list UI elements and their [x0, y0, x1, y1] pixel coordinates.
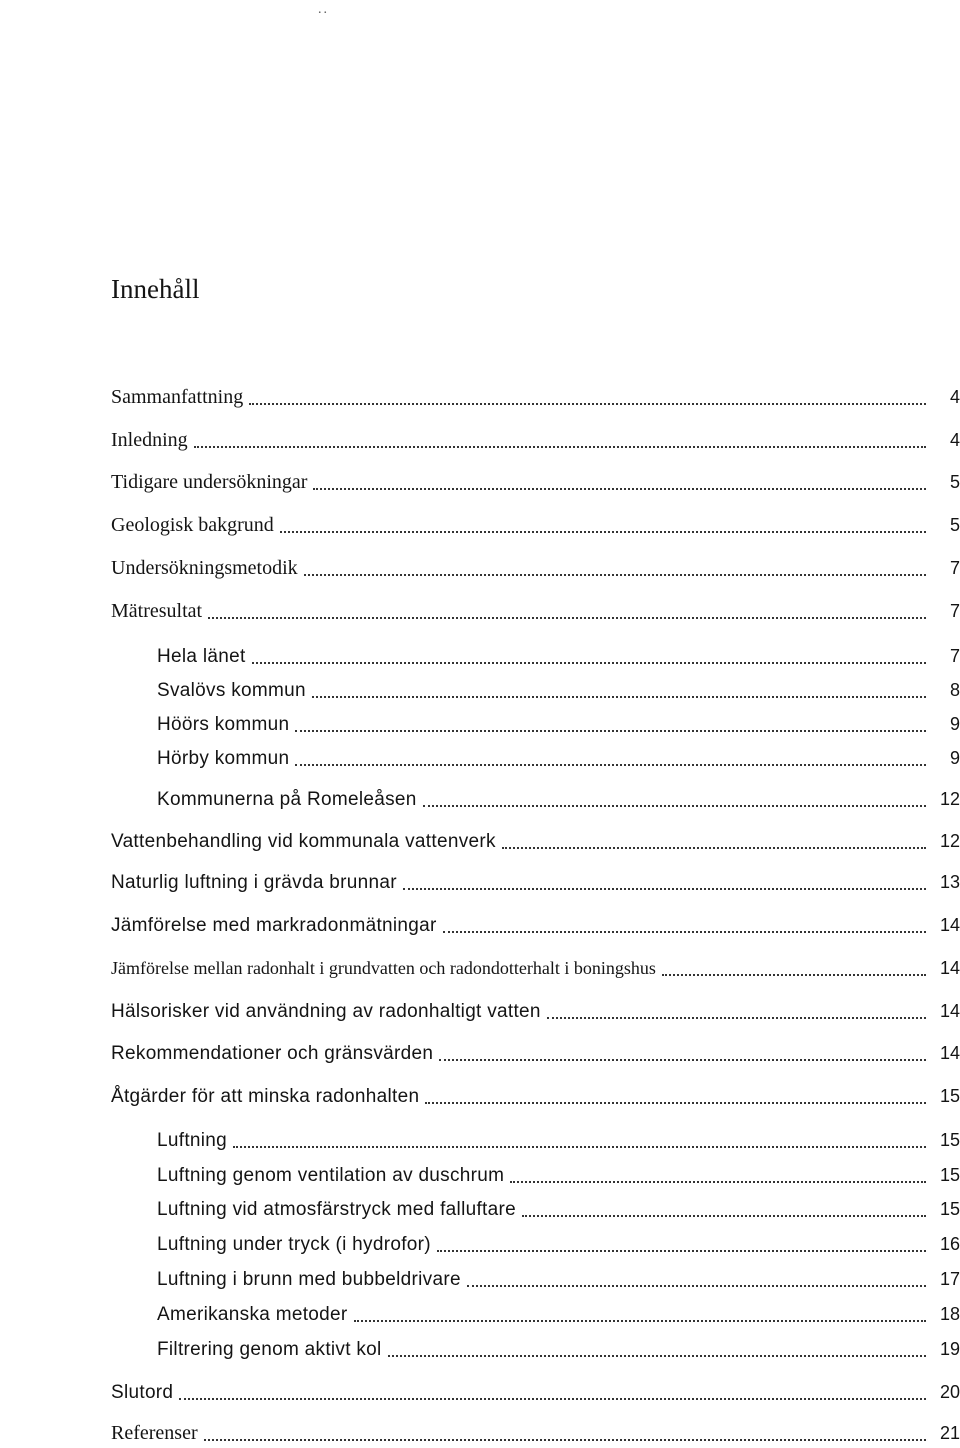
toc-entry[interactable]: [111, 596, 960, 626]
toc-entry[interactable]: [111, 826, 960, 856]
toc-leader-dots: [295, 764, 926, 766]
toc-entry[interactable]: [111, 467, 960, 497]
toc-entry[interactable]: [111, 553, 960, 583]
toc-leader-dots: [502, 847, 926, 849]
toc-entry-label: Vattenbehandling vid kommunala vattenverk: [111, 831, 496, 852]
toc-page-number: 19: [939, 1339, 960, 1359]
toc-subentry[interactable]: [157, 709, 960, 739]
toc-subentry[interactable]: [157, 641, 960, 671]
toc-page-number: 20: [939, 1382, 960, 1402]
toc-leader-dots: [425, 1102, 926, 1104]
toc-page-number: 5: [949, 515, 960, 535]
toc-leader-dots: [510, 1181, 926, 1183]
toc-page-number: 14: [939, 915, 960, 935]
toc-page-number: 15: [939, 1199, 960, 1219]
toc-entry-label: Jämförelse mellan radonhalt i grundvatten och radondotterhalt i boningshus: [111, 958, 656, 978]
toc-entry-label: Hela länet: [157, 646, 246, 667]
toc-page-number: 17: [939, 1269, 960, 1289]
toc-leader-dots: [252, 662, 926, 664]
toc-page-number: 14: [939, 1001, 960, 1021]
toc-leader-dots: [208, 617, 926, 619]
toc-leader-dots: [204, 1439, 926, 1441]
toc-leader-dots: [313, 488, 926, 490]
toc-entry-label: Hälsorisker vid användning av radonhaltigt vatten: [111, 1001, 541, 1022]
toc-page-number: 8: [949, 680, 960, 700]
toc-subentry[interactable]: [157, 1125, 960, 1155]
toc-subentry[interactable]: [157, 1264, 960, 1294]
toc-page-number: 7: [949, 601, 960, 621]
toc-entry-label: Slutord: [111, 1382, 174, 1403]
toc-entry-label: Mätresultat: [111, 600, 203, 622]
toc-leader-dots: [194, 446, 926, 448]
toc-entry-label: Filtrering genom aktivt kol: [157, 1339, 382, 1360]
toc-entry[interactable]: [111, 510, 960, 540]
toc-page-number: 15: [939, 1086, 960, 1106]
toc-entry[interactable]: [111, 1418, 960, 1448]
toc-page-number: 7: [949, 558, 960, 578]
toc-entry-label: Jämförelse med markradonmätningar: [111, 915, 437, 936]
toc-entry[interactable]: [111, 382, 960, 412]
toc-subentry[interactable]: [157, 1229, 960, 1259]
toc-leader-dots: [388, 1355, 926, 1357]
toc-page-number: 9: [949, 714, 960, 734]
toc-page-number: 15: [939, 1165, 960, 1185]
toc-entry-label: Rekommendationer och gränsvärden: [111, 1043, 434, 1064]
toc-leader-dots: [249, 403, 926, 405]
toc-entry-label: Inledning: [111, 429, 188, 451]
toc-page-number: 5: [949, 472, 960, 492]
toc-page-number: 18: [939, 1304, 960, 1324]
toc-entry-label: Referenser: [111, 1422, 198, 1444]
toc-leader-dots: [312, 696, 926, 698]
toc-page-number: 12: [939, 789, 960, 809]
toc-page-number: 9: [949, 748, 960, 768]
toc-page-number: 15: [939, 1130, 960, 1150]
toc-page-number: 13: [939, 872, 960, 892]
toc-subentry[interactable]: [157, 675, 960, 705]
toc-subentry[interactable]: [157, 784, 960, 814]
toc-leader-dots: [547, 1017, 926, 1019]
toc-entry[interactable]: [111, 996, 960, 1026]
toc-subentry[interactable]: [157, 1299, 960, 1329]
toc-entry[interactable]: [111, 1081, 960, 1111]
toc-page-number: 4: [949, 387, 960, 407]
toc-leader-dots: [280, 531, 926, 533]
toc-page-number: 4: [949, 430, 960, 450]
toc-leader-dots: [295, 730, 926, 732]
toc-leader-dots: [439, 1059, 926, 1061]
toc-entry[interactable]: [111, 953, 960, 983]
toc-subentry[interactable]: [157, 1194, 960, 1224]
toc-leader-dots: [233, 1146, 926, 1148]
toc-entry-label: Luftning under tryck (i hydrofor): [157, 1234, 431, 1255]
toc-page-number: 21: [939, 1423, 960, 1443]
toc-leader-dots: [522, 1215, 926, 1217]
toc-entry-label: Amerikanska metoder: [157, 1304, 348, 1325]
toc-entry-label: Åtgärder för att minska radonhalten: [111, 1086, 420, 1107]
toc-entry-label: Sammanfattning: [111, 386, 244, 408]
toc-leader-dots: [179, 1398, 926, 1400]
toc-entry-label: Hörby kommun: [157, 748, 290, 769]
toc-entry-label: Geologisk bakgrund: [111, 514, 274, 536]
toc-entry-label: Luftning i brunn med bubbeldrivare: [157, 1269, 461, 1290]
toc-entry[interactable]: [111, 1377, 960, 1407]
toc-entry-label: Tidigare undersökningar: [111, 471, 308, 493]
toc-leader-dots: [423, 805, 926, 807]
scan-speck: ..: [318, 2, 329, 17]
toc-page-number: 14: [939, 958, 960, 978]
toc-subentry[interactable]: [157, 1334, 960, 1364]
toc-leader-dots: [403, 888, 926, 890]
toc-leader-dots: [354, 1320, 927, 1322]
toc-leader-dots: [467, 1285, 926, 1287]
toc-entry-label: Luftning genom ventilation av duschrum: [157, 1165, 505, 1186]
toc-entry-label: Luftning vid atmosfärstryck med falluftare: [157, 1199, 516, 1220]
toc-page-number: 14: [939, 1043, 960, 1063]
toc-leader-dots: [443, 931, 926, 933]
toc-entry-label: Kommunerna på Romeleåsen: [157, 789, 417, 810]
toc-entry[interactable]: [111, 1038, 960, 1068]
page-title: Innehåll: [111, 274, 200, 304]
toc-subentry[interactable]: [157, 743, 960, 773]
toc-subentry[interactable]: [157, 1160, 960, 1190]
toc-entry[interactable]: [111, 425, 960, 455]
toc-entry-label: Naturlig luftning i grävda brunnar: [111, 872, 397, 893]
toc-page-number: 16: [939, 1234, 960, 1254]
toc-page-number: 12: [939, 831, 960, 851]
toc-entry-label: Undersökningsmetodik: [111, 557, 298, 579]
toc-entry-label: Svalövs kommun: [157, 680, 306, 701]
toc-leader-dots: [662, 974, 926, 976]
toc-leader-dots: [304, 574, 926, 576]
toc-entry-label: Höörs kommun: [157, 714, 290, 735]
toc-entry[interactable]: [111, 910, 960, 940]
toc-entry-label: Luftning: [157, 1130, 228, 1151]
toc-leader-dots: [437, 1250, 926, 1252]
toc-entry[interactable]: [111, 867, 960, 897]
toc-page-number: 7: [949, 646, 960, 666]
